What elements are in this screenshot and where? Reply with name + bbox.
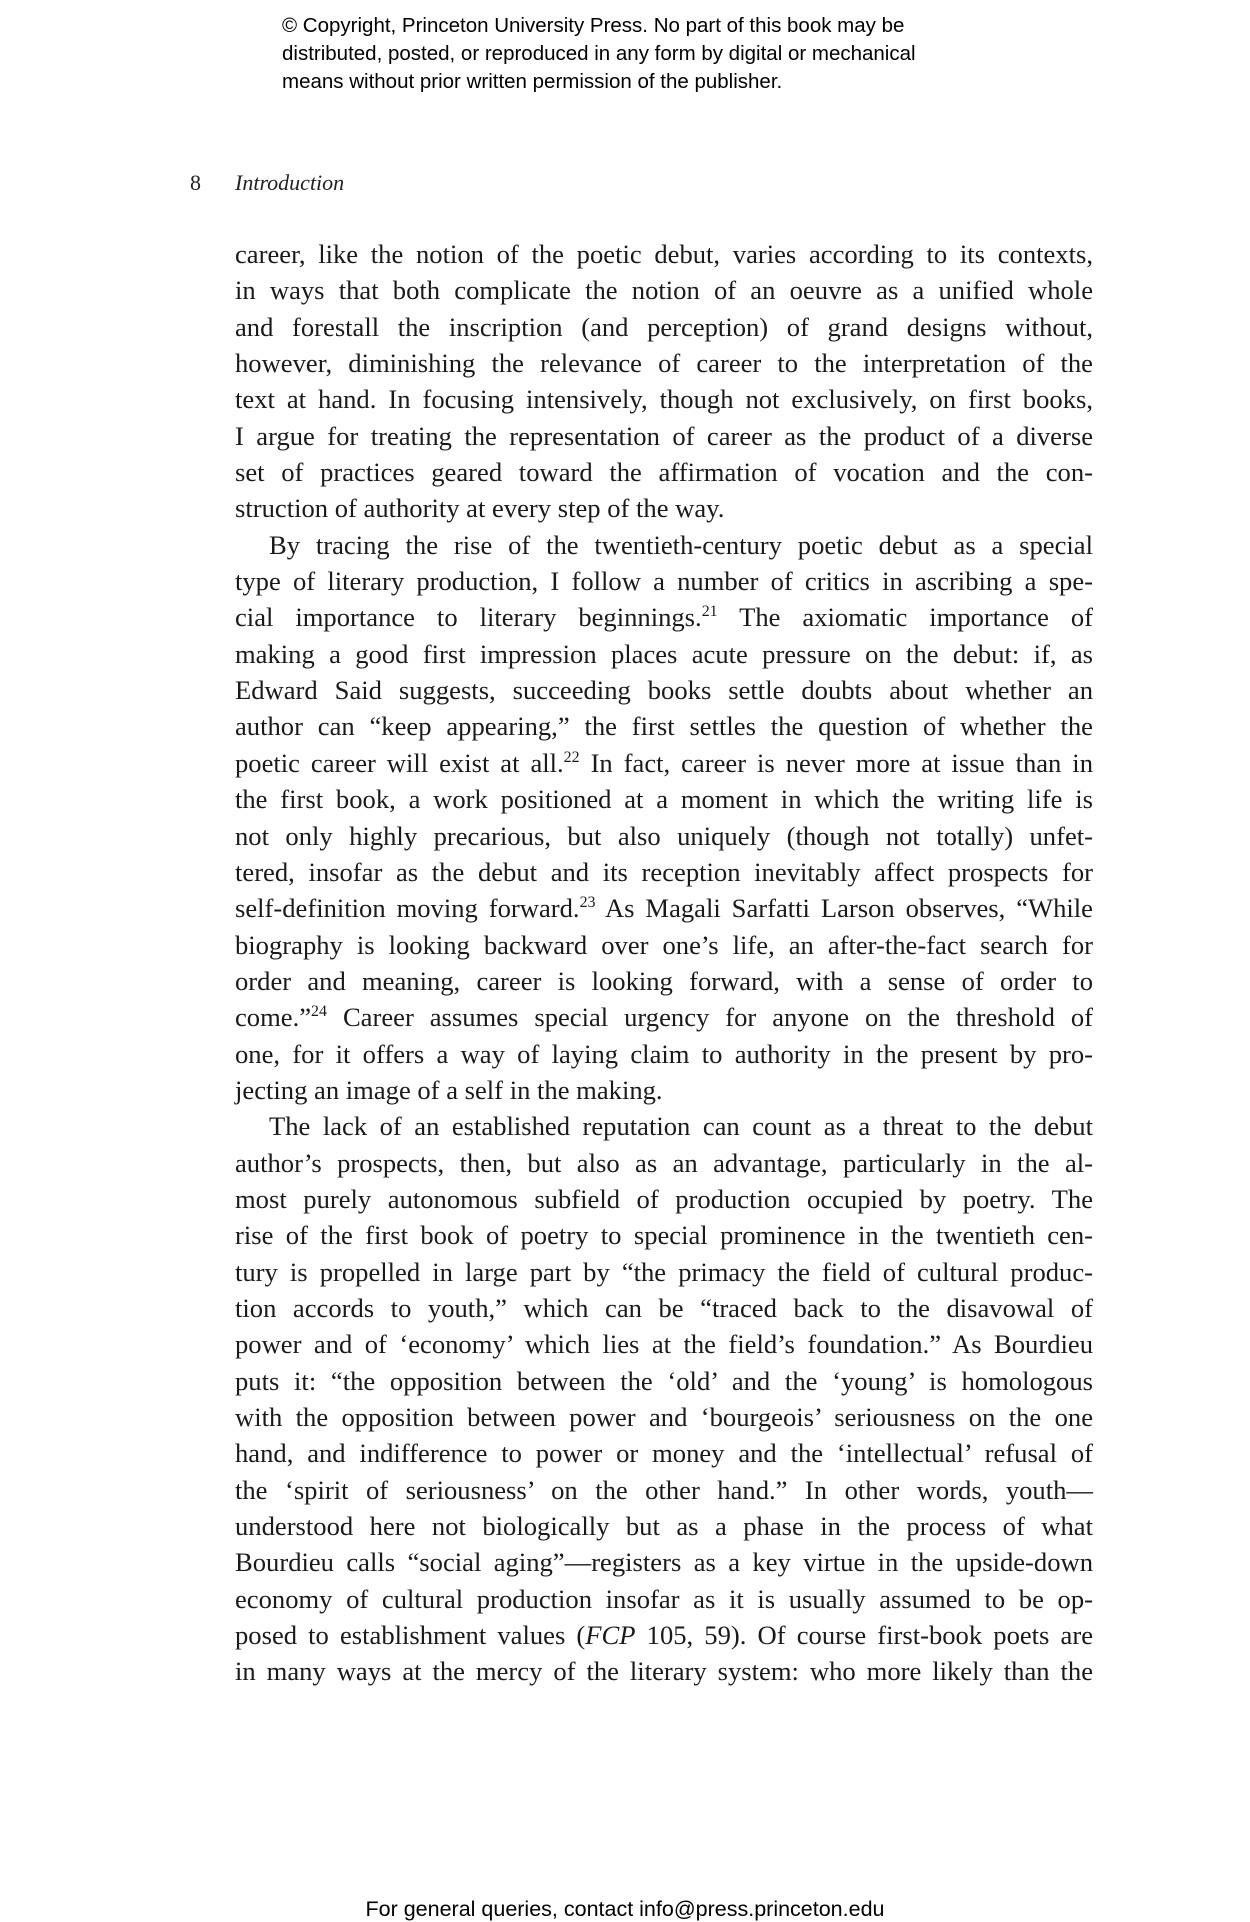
text-line: career, like the notion of the poetic debut, varies according to its contexts, [235, 239, 1093, 269]
copyright-line: distributed, posted, or reproduced in any form by digital or mechanical [282, 42, 916, 65]
text-line: poetic career will exist at all.$^{22}$ In fact, career is never more at issue than in [235, 747, 1093, 778]
text-line: however, diminishing the relevance of career to the interpretation of the [235, 348, 1093, 379]
text-line: and forestall the inscription (and perception) of grand designs without, [235, 311, 1093, 342]
body-text [235, 236, 1093, 1690]
text-line: biography is looking backward over one’s life, an after-the-fact search for [235, 929, 1093, 960]
text-line: the first book, a work positioned at a moment in which the writing life is [235, 784, 1093, 815]
text-line: not only highly precarious, but also uniquely (though not totally) unfet- [235, 820, 1093, 851]
copyright-line: © Copyright, Princeton University Press. No part of this book may be [282, 14, 905, 37]
text-line: power and of ‘economy’ which lies at the field’s foundation.” As Bourdieu [235, 1329, 1093, 1360]
text-line: with the opposition between power and ‘bourgeois’ seriousness on the one [235, 1402, 1093, 1432]
text-line: text at hand. In focusing intensively, though not exclusively, on first books, [235, 384, 1093, 415]
text-line: posed to establishment values (FCP 105, 59). Of course first-book poets are [235, 1620, 1093, 1651]
text-line: self-definition moving forward.$^{23}$ As Magali Sarfatti Larson observes, “While [235, 893, 1093, 924]
text-line: rise of the first book of poetry to special prominence in the twentieth cen- [235, 1220, 1093, 1251]
text-line: one, for it offers a way of laying claim to authority in the present by pro- [235, 1038, 1093, 1069]
page-number: 8 [190, 170, 201, 195]
text-line: cial importance to literary beginnings.$^{21}$ The axiomatic importance of [235, 602, 1093, 633]
text-line: economy of cultural production insofar as it is usually assumed to be op- [235, 1583, 1093, 1614]
text-line: in many ways at the mercy of the literary system: who more likely than the [235, 1656, 1093, 1687]
text-line: jecting an image of a self in the making. [235, 1074, 663, 1105]
section-title: Introduction [235, 170, 345, 195]
text-line: come.”$^{24}$ Career assumes special urgency for anyone on the threshold of [235, 1002, 1093, 1033]
text-line: author can “keep appearing,” the first settles the question of whether the [235, 711, 1093, 742]
text-line: type of literary production, I follow a number of critics in ascribing a spe- [235, 566, 1093, 597]
text-line: understood here not biologically but as a phase in the process of what [235, 1511, 1093, 1542]
text-line: in ways that both complicate the notion of an oeuvre as a unified whole [235, 275, 1093, 306]
text-line: tered, insofar as the debut and its reception inevitably affect prospects for [235, 856, 1093, 887]
text-line: the ‘spirit of seriousness’ on the other hand.” In other words, youth— [235, 1474, 1093, 1505]
text-line: tion accords to youth,” which can be “traced back to the disavowal of [235, 1292, 1093, 1323]
copyright-line: means without prior written permission of the publisher. [282, 70, 783, 93]
text-line: making a good first impression places acute pressure on the debut: if, as [235, 638, 1093, 669]
copyright-notice [282, 12, 1042, 96]
text-line: Bourdieu calls “social aging”—registers as a key virtue in the upside-down [235, 1547, 1093, 1578]
text-line: By tracing the rise of the twentieth-century poetic debut as a special [269, 529, 1093, 560]
text-line: set of practices geared toward the affirmation of vocation and the con- [235, 457, 1093, 488]
text-line: puts it: “the opposition between the ‘old’ and the ‘young’ is homologous [235, 1365, 1093, 1396]
text-line: The lack of an established reputation can count as a threat to the debut [269, 1111, 1093, 1142]
text-line: hand, and indifference to power or money and the ‘intellectual’ refusal of [235, 1438, 1093, 1469]
footer-contact: For general queries, contact info@press.princeton.edu [365, 1897, 885, 1921]
text-line: I argue for treating the representation of career as the product of a diverse [235, 420, 1093, 451]
text-line: struction of authority at every step of the way. [235, 493, 725, 524]
text-line: most purely autonomous subfield of production occupied by poetry. The [235, 1183, 1093, 1214]
text-line: Edward Said suggests, succeeding books settle doubts about whether an [235, 675, 1093, 706]
text-line: author’s prospects, then, but also as an advantage, particularly in the al- [235, 1147, 1093, 1178]
text-line: order and meaning, career is looking forward, with a sense of order to [235, 965, 1093, 996]
text-line: tury is propelled in large part by “the primacy the field of cultural produc- [235, 1256, 1093, 1287]
